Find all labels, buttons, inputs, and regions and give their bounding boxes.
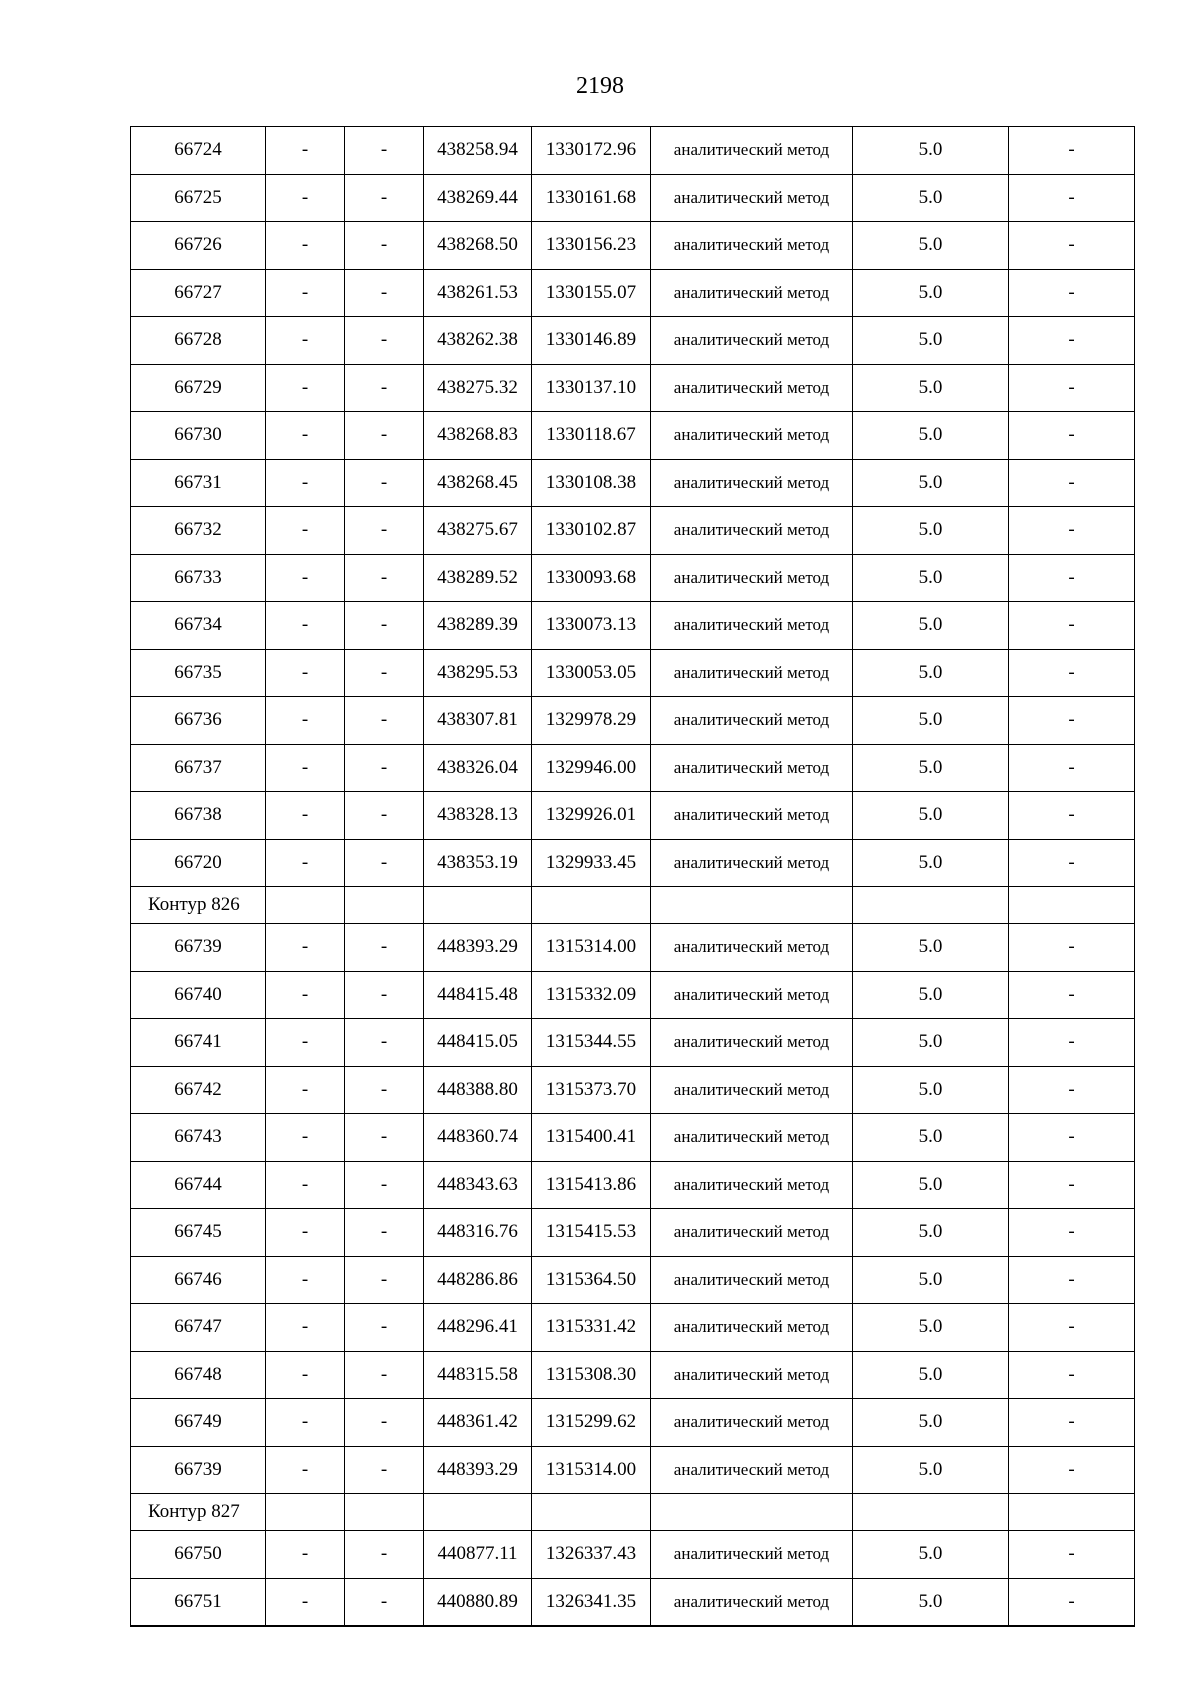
x-coordinate-cell: 438289.39 bbox=[424, 602, 532, 650]
empty-value-cell: - bbox=[1009, 1209, 1135, 1257]
x-coordinate-cell: 438289.52 bbox=[424, 554, 532, 602]
empty-value-cell: - bbox=[1009, 459, 1135, 507]
empty-value-cell: - bbox=[1009, 269, 1135, 317]
table-row bbox=[131, 1351, 1135, 1399]
empty-value-cell: - bbox=[1009, 697, 1135, 745]
empty-value-cell: - bbox=[1009, 792, 1135, 840]
empty-cell bbox=[853, 887, 1009, 924]
empty-value-cell: - bbox=[345, 554, 424, 602]
empty-cell bbox=[424, 887, 532, 924]
empty-value-cell: - bbox=[345, 127, 424, 175]
empty-value-cell: - bbox=[1009, 1531, 1135, 1579]
x-coordinate-cell: 448343.63 bbox=[424, 1161, 532, 1209]
accuracy-cell: 5.0 bbox=[853, 1351, 1009, 1399]
empty-value-cell: - bbox=[1009, 317, 1135, 365]
empty-value-cell: - bbox=[345, 1399, 424, 1447]
empty-value-cell: - bbox=[345, 1578, 424, 1626]
empty-value-cell: - bbox=[266, 1209, 345, 1257]
empty-value-cell: - bbox=[266, 649, 345, 697]
empty-cell bbox=[266, 887, 345, 924]
empty-value-cell: - bbox=[1009, 839, 1135, 887]
empty-value-cell: - bbox=[1009, 127, 1135, 175]
table-row bbox=[131, 1161, 1135, 1209]
empty-value-cell: - bbox=[345, 792, 424, 840]
empty-value-cell: - bbox=[266, 364, 345, 412]
point-number-cell: 66739 bbox=[131, 924, 266, 972]
table-row bbox=[131, 1446, 1135, 1494]
x-coordinate-cell: 438262.38 bbox=[424, 317, 532, 365]
point-number-cell: 66743 bbox=[131, 1114, 266, 1162]
empty-cell bbox=[1009, 887, 1135, 924]
empty-cell bbox=[424, 1494, 532, 1531]
empty-value-cell: - bbox=[1009, 222, 1135, 270]
table-row bbox=[131, 1209, 1135, 1257]
x-coordinate-cell: 440877.11 bbox=[424, 1531, 532, 1579]
point-number-cell: 66746 bbox=[131, 1256, 266, 1304]
x-coordinate-cell: 438328.13 bbox=[424, 792, 532, 840]
point-number-cell: 66737 bbox=[131, 744, 266, 792]
point-number-cell: 66730 bbox=[131, 412, 266, 460]
accuracy-cell: 5.0 bbox=[853, 412, 1009, 460]
empty-value-cell: - bbox=[266, 222, 345, 270]
empty-cell bbox=[345, 887, 424, 924]
table-row bbox=[131, 1019, 1135, 1067]
empty-cell bbox=[266, 1494, 345, 1531]
x-coordinate-cell: 438261.53 bbox=[424, 269, 532, 317]
empty-value-cell: - bbox=[266, 1019, 345, 1067]
y-coordinate-cell: 1315299.62 bbox=[532, 1399, 651, 1447]
table-row bbox=[131, 649, 1135, 697]
empty-value-cell: - bbox=[1009, 1066, 1135, 1114]
method-cell: аналитический метод bbox=[651, 744, 853, 792]
method-cell: аналитический метод bbox=[651, 507, 853, 555]
empty-value-cell: - bbox=[1009, 924, 1135, 972]
y-coordinate-cell: 1330161.68 bbox=[532, 174, 651, 222]
table-row bbox=[131, 697, 1135, 745]
empty-value-cell: - bbox=[345, 1161, 424, 1209]
contour-label: Контур 827 bbox=[131, 1494, 266, 1531]
method-cell: аналитический метод bbox=[651, 1399, 853, 1447]
empty-value-cell: - bbox=[266, 1446, 345, 1494]
point-number-cell: 66731 bbox=[131, 459, 266, 507]
table-row bbox=[131, 459, 1135, 507]
x-coordinate-cell: 440880.89 bbox=[424, 1578, 532, 1626]
empty-value-cell: - bbox=[345, 839, 424, 887]
empty-value-cell: - bbox=[266, 507, 345, 555]
empty-value-cell: - bbox=[1009, 554, 1135, 602]
point-number-cell: 66735 bbox=[131, 649, 266, 697]
x-coordinate-cell: 438275.67 bbox=[424, 507, 532, 555]
accuracy-cell: 5.0 bbox=[853, 1256, 1009, 1304]
empty-value-cell: - bbox=[345, 1256, 424, 1304]
point-number-cell: 66734 bbox=[131, 602, 266, 650]
x-coordinate-cell: 438268.83 bbox=[424, 412, 532, 460]
empty-value-cell: - bbox=[266, 127, 345, 175]
empty-value-cell: - bbox=[1009, 1578, 1135, 1626]
x-coordinate-cell: 438269.44 bbox=[424, 174, 532, 222]
table-row bbox=[131, 1304, 1135, 1352]
point-number-cell: 66720 bbox=[131, 839, 266, 887]
y-coordinate-cell: 1315314.00 bbox=[532, 924, 651, 972]
empty-value-cell: - bbox=[266, 1114, 345, 1162]
method-cell: аналитический метод bbox=[651, 269, 853, 317]
coordinates-table bbox=[130, 126, 1135, 1627]
empty-value-cell: - bbox=[266, 744, 345, 792]
method-cell: аналитический метод bbox=[651, 1019, 853, 1067]
empty-value-cell: - bbox=[266, 412, 345, 460]
table-body bbox=[131, 127, 1135, 1627]
accuracy-cell: 5.0 bbox=[853, 222, 1009, 270]
accuracy-cell: 5.0 bbox=[853, 507, 1009, 555]
y-coordinate-cell: 1315413.86 bbox=[532, 1161, 651, 1209]
contour-header-row bbox=[131, 1494, 1135, 1531]
point-number-cell: 66727 bbox=[131, 269, 266, 317]
point-number-cell: 66745 bbox=[131, 1209, 266, 1257]
accuracy-cell: 5.0 bbox=[853, 839, 1009, 887]
method-cell: аналитический метод bbox=[651, 1066, 853, 1114]
empty-value-cell: - bbox=[1009, 602, 1135, 650]
empty-value-cell: - bbox=[345, 1114, 424, 1162]
x-coordinate-cell: 448286.86 bbox=[424, 1256, 532, 1304]
empty-value-cell: - bbox=[266, 317, 345, 365]
point-number-cell: 66749 bbox=[131, 1399, 266, 1447]
method-cell: аналитический метод bbox=[651, 127, 853, 175]
empty-value-cell: - bbox=[266, 1161, 345, 1209]
accuracy-cell: 5.0 bbox=[853, 1161, 1009, 1209]
empty-value-cell: - bbox=[345, 1531, 424, 1579]
point-number-cell: 66742 bbox=[131, 1066, 266, 1114]
x-coordinate-cell: 438275.32 bbox=[424, 364, 532, 412]
table-row bbox=[131, 1578, 1135, 1626]
y-coordinate-cell: 1330073.13 bbox=[532, 602, 651, 650]
empty-value-cell: - bbox=[345, 269, 424, 317]
empty-value-cell: - bbox=[1009, 507, 1135, 555]
empty-value-cell: - bbox=[1009, 744, 1135, 792]
accuracy-cell: 5.0 bbox=[853, 1304, 1009, 1352]
empty-value-cell: - bbox=[1009, 1256, 1135, 1304]
empty-value-cell: - bbox=[345, 1304, 424, 1352]
y-coordinate-cell: 1315415.53 bbox=[532, 1209, 651, 1257]
empty-cell bbox=[532, 1494, 651, 1531]
y-coordinate-cell: 1315332.09 bbox=[532, 971, 651, 1019]
accuracy-cell: 5.0 bbox=[853, 1114, 1009, 1162]
empty-value-cell: - bbox=[1009, 412, 1135, 460]
accuracy-cell: 5.0 bbox=[853, 317, 1009, 365]
empty-value-cell: - bbox=[266, 792, 345, 840]
empty-value-cell: - bbox=[266, 1399, 345, 1447]
method-cell: аналитический метод bbox=[651, 839, 853, 887]
method-cell: аналитический метод bbox=[651, 1578, 853, 1626]
y-coordinate-cell: 1315344.55 bbox=[532, 1019, 651, 1067]
empty-value-cell: - bbox=[345, 697, 424, 745]
y-coordinate-cell: 1326337.43 bbox=[532, 1531, 651, 1579]
table-row bbox=[131, 507, 1135, 555]
y-coordinate-cell: 1329926.01 bbox=[532, 792, 651, 840]
x-coordinate-cell: 438307.81 bbox=[424, 697, 532, 745]
empty-value-cell: - bbox=[266, 554, 345, 602]
point-number-cell: 66750 bbox=[131, 1531, 266, 1579]
empty-value-cell: - bbox=[345, 744, 424, 792]
accuracy-cell: 5.0 bbox=[853, 174, 1009, 222]
accuracy-cell: 5.0 bbox=[853, 364, 1009, 412]
y-coordinate-cell: 1330156.23 bbox=[532, 222, 651, 270]
method-cell: аналитический метод bbox=[651, 924, 853, 972]
empty-value-cell: - bbox=[345, 412, 424, 460]
method-cell: аналитический метод bbox=[651, 1446, 853, 1494]
y-coordinate-cell: 1330172.96 bbox=[532, 127, 651, 175]
empty-value-cell: - bbox=[345, 1351, 424, 1399]
y-coordinate-cell: 1330137.10 bbox=[532, 364, 651, 412]
method-cell: аналитический метод bbox=[651, 554, 853, 602]
table-row bbox=[131, 364, 1135, 412]
method-cell: аналитический метод bbox=[651, 222, 853, 270]
accuracy-cell: 5.0 bbox=[853, 971, 1009, 1019]
method-cell: аналитический метод bbox=[651, 364, 853, 412]
accuracy-cell: 5.0 bbox=[853, 649, 1009, 697]
x-coordinate-cell: 448361.42 bbox=[424, 1399, 532, 1447]
empty-value-cell: - bbox=[266, 459, 345, 507]
empty-cell bbox=[345, 1494, 424, 1531]
table-row bbox=[131, 127, 1135, 175]
y-coordinate-cell: 1330118.67 bbox=[532, 412, 651, 460]
point-number-cell: 66741 bbox=[131, 1019, 266, 1067]
point-number-cell: 66725 bbox=[131, 174, 266, 222]
x-coordinate-cell: 438258.94 bbox=[424, 127, 532, 175]
empty-value-cell: - bbox=[345, 971, 424, 1019]
method-cell: аналитический метод bbox=[651, 697, 853, 745]
method-cell: аналитический метод bbox=[651, 1161, 853, 1209]
x-coordinate-cell: 448296.41 bbox=[424, 1304, 532, 1352]
method-cell: аналитический метод bbox=[651, 649, 853, 697]
accuracy-cell: 5.0 bbox=[853, 1066, 1009, 1114]
empty-value-cell: - bbox=[345, 1209, 424, 1257]
empty-value-cell: - bbox=[266, 174, 345, 222]
method-cell: аналитический метод bbox=[651, 971, 853, 1019]
y-coordinate-cell: 1329933.45 bbox=[532, 839, 651, 887]
empty-value-cell: - bbox=[266, 839, 345, 887]
table-row bbox=[131, 174, 1135, 222]
empty-value-cell: - bbox=[1009, 1446, 1135, 1494]
empty-value-cell: - bbox=[1009, 1161, 1135, 1209]
empty-value-cell: - bbox=[266, 1578, 345, 1626]
empty-value-cell: - bbox=[1009, 1114, 1135, 1162]
empty-value-cell: - bbox=[266, 1304, 345, 1352]
y-coordinate-cell: 1330146.89 bbox=[532, 317, 651, 365]
method-cell: аналитический метод bbox=[651, 1256, 853, 1304]
table-row bbox=[131, 1256, 1135, 1304]
empty-value-cell: - bbox=[266, 1351, 345, 1399]
table-row bbox=[131, 971, 1135, 1019]
accuracy-cell: 5.0 bbox=[853, 554, 1009, 602]
table-row bbox=[131, 1399, 1135, 1447]
accuracy-cell: 5.0 bbox=[853, 127, 1009, 175]
table-row bbox=[131, 792, 1135, 840]
empty-value-cell: - bbox=[266, 924, 345, 972]
y-coordinate-cell: 1329946.00 bbox=[532, 744, 651, 792]
table-row bbox=[131, 924, 1135, 972]
point-number-cell: 66732 bbox=[131, 507, 266, 555]
empty-value-cell: - bbox=[345, 507, 424, 555]
empty-value-cell: - bbox=[345, 174, 424, 222]
point-number-cell: 66729 bbox=[131, 364, 266, 412]
x-coordinate-cell: 448316.76 bbox=[424, 1209, 532, 1257]
empty-value-cell: - bbox=[345, 459, 424, 507]
empty-value-cell: - bbox=[345, 1446, 424, 1494]
y-coordinate-cell: 1330155.07 bbox=[532, 269, 651, 317]
empty-cell bbox=[651, 1494, 853, 1531]
y-coordinate-cell: 1330102.87 bbox=[532, 507, 651, 555]
empty-value-cell: - bbox=[345, 924, 424, 972]
contour-label: Контур 826 bbox=[131, 887, 266, 924]
y-coordinate-cell: 1329978.29 bbox=[532, 697, 651, 745]
empty-value-cell: - bbox=[266, 971, 345, 1019]
point-number-cell: 66733 bbox=[131, 554, 266, 602]
point-number-cell: 66738 bbox=[131, 792, 266, 840]
method-cell: аналитический метод bbox=[651, 602, 853, 650]
empty-value-cell: - bbox=[266, 1531, 345, 1579]
empty-value-cell: - bbox=[345, 317, 424, 365]
empty-value-cell: - bbox=[345, 649, 424, 697]
point-number-cell: 66736 bbox=[131, 697, 266, 745]
y-coordinate-cell: 1330053.05 bbox=[532, 649, 651, 697]
point-number-cell: 66739 bbox=[131, 1446, 266, 1494]
contour-header-row bbox=[131, 887, 1135, 924]
table-row bbox=[131, 412, 1135, 460]
empty-value-cell: - bbox=[1009, 1399, 1135, 1447]
table-row bbox=[131, 744, 1135, 792]
table-row bbox=[131, 1531, 1135, 1579]
x-coordinate-cell: 448360.74 bbox=[424, 1114, 532, 1162]
accuracy-cell: 5.0 bbox=[853, 1209, 1009, 1257]
empty-value-cell: - bbox=[1009, 1351, 1135, 1399]
table-row bbox=[131, 1114, 1135, 1162]
point-number-cell: 66748 bbox=[131, 1351, 266, 1399]
method-cell: аналитический метод bbox=[651, 1114, 853, 1162]
empty-value-cell: - bbox=[266, 602, 345, 650]
empty-cell bbox=[651, 887, 853, 924]
accuracy-cell: 5.0 bbox=[853, 744, 1009, 792]
empty-value-cell: - bbox=[1009, 649, 1135, 697]
accuracy-cell: 5.0 bbox=[853, 602, 1009, 650]
empty-cell bbox=[853, 1494, 1009, 1531]
y-coordinate-cell: 1315400.41 bbox=[532, 1114, 651, 1162]
empty-value-cell: - bbox=[345, 222, 424, 270]
table-row bbox=[131, 269, 1135, 317]
table-row bbox=[131, 554, 1135, 602]
accuracy-cell: 5.0 bbox=[853, 459, 1009, 507]
empty-value-cell: - bbox=[266, 1066, 345, 1114]
point-number-cell: 66747 bbox=[131, 1304, 266, 1352]
point-number-cell: 66728 bbox=[131, 317, 266, 365]
empty-value-cell: - bbox=[1009, 971, 1135, 1019]
table-row bbox=[131, 317, 1135, 365]
method-cell: аналитический метод bbox=[651, 1351, 853, 1399]
method-cell: аналитический метод bbox=[651, 1304, 853, 1352]
accuracy-cell: 5.0 bbox=[853, 697, 1009, 745]
method-cell: аналитический метод bbox=[651, 459, 853, 507]
x-coordinate-cell: 438295.53 bbox=[424, 649, 532, 697]
empty-value-cell: - bbox=[1009, 1304, 1135, 1352]
y-coordinate-cell: 1330108.38 bbox=[532, 459, 651, 507]
method-cell: аналитический метод bbox=[651, 412, 853, 460]
accuracy-cell: 5.0 bbox=[853, 1531, 1009, 1579]
point-number-cell: 66751 bbox=[131, 1578, 266, 1626]
x-coordinate-cell: 448393.29 bbox=[424, 924, 532, 972]
table-row bbox=[131, 602, 1135, 650]
x-coordinate-cell: 448315.58 bbox=[424, 1351, 532, 1399]
y-coordinate-cell: 1315364.50 bbox=[532, 1256, 651, 1304]
method-cell: аналитический метод bbox=[651, 317, 853, 365]
y-coordinate-cell: 1315314.00 bbox=[532, 1446, 651, 1494]
x-coordinate-cell: 438268.45 bbox=[424, 459, 532, 507]
accuracy-cell: 5.0 bbox=[853, 1019, 1009, 1067]
empty-value-cell: - bbox=[1009, 364, 1135, 412]
empty-value-cell: - bbox=[266, 697, 345, 745]
x-coordinate-cell: 438353.19 bbox=[424, 839, 532, 887]
empty-value-cell: - bbox=[345, 1066, 424, 1114]
accuracy-cell: 5.0 bbox=[853, 1399, 1009, 1447]
point-number-cell: 66744 bbox=[131, 1161, 266, 1209]
empty-value-cell: - bbox=[1009, 1019, 1135, 1067]
x-coordinate-cell: 448393.29 bbox=[424, 1446, 532, 1494]
method-cell: аналитический метод bbox=[651, 792, 853, 840]
empty-cell bbox=[532, 887, 651, 924]
point-number-cell: 66726 bbox=[131, 222, 266, 270]
y-coordinate-cell: 1326341.35 bbox=[532, 1578, 651, 1626]
y-coordinate-cell: 1315373.70 bbox=[532, 1066, 651, 1114]
x-coordinate-cell: 438326.04 bbox=[424, 744, 532, 792]
empty-value-cell: - bbox=[266, 1256, 345, 1304]
method-cell: аналитический метод bbox=[651, 174, 853, 222]
x-coordinate-cell: 448415.05 bbox=[424, 1019, 532, 1067]
point-number-cell: 66724 bbox=[131, 127, 266, 175]
method-cell: аналитический метод bbox=[651, 1209, 853, 1257]
accuracy-cell: 5.0 bbox=[853, 792, 1009, 840]
table-row bbox=[131, 839, 1135, 887]
x-coordinate-cell: 438268.50 bbox=[424, 222, 532, 270]
y-coordinate-cell: 1315331.42 bbox=[532, 1304, 651, 1352]
accuracy-cell: 5.0 bbox=[853, 1578, 1009, 1626]
method-cell: аналитический метод bbox=[651, 1531, 853, 1579]
accuracy-cell: 5.0 bbox=[853, 1446, 1009, 1494]
empty-value-cell: - bbox=[345, 364, 424, 412]
empty-value-cell: - bbox=[266, 269, 345, 317]
x-coordinate-cell: 448415.48 bbox=[424, 971, 532, 1019]
x-coordinate-cell: 448388.80 bbox=[424, 1066, 532, 1114]
point-number-cell: 66740 bbox=[131, 971, 266, 1019]
page-number: 2198 bbox=[576, 73, 624, 99]
empty-value-cell: - bbox=[345, 602, 424, 650]
empty-value-cell: - bbox=[345, 1019, 424, 1067]
y-coordinate-cell: 1330093.68 bbox=[532, 554, 651, 602]
accuracy-cell: 5.0 bbox=[853, 269, 1009, 317]
empty-cell bbox=[1009, 1494, 1135, 1531]
y-coordinate-cell: 1315308.30 bbox=[532, 1351, 651, 1399]
table-row bbox=[131, 1066, 1135, 1114]
empty-value-cell: - bbox=[1009, 174, 1135, 222]
table-row bbox=[131, 222, 1135, 270]
accuracy-cell: 5.0 bbox=[853, 924, 1009, 972]
